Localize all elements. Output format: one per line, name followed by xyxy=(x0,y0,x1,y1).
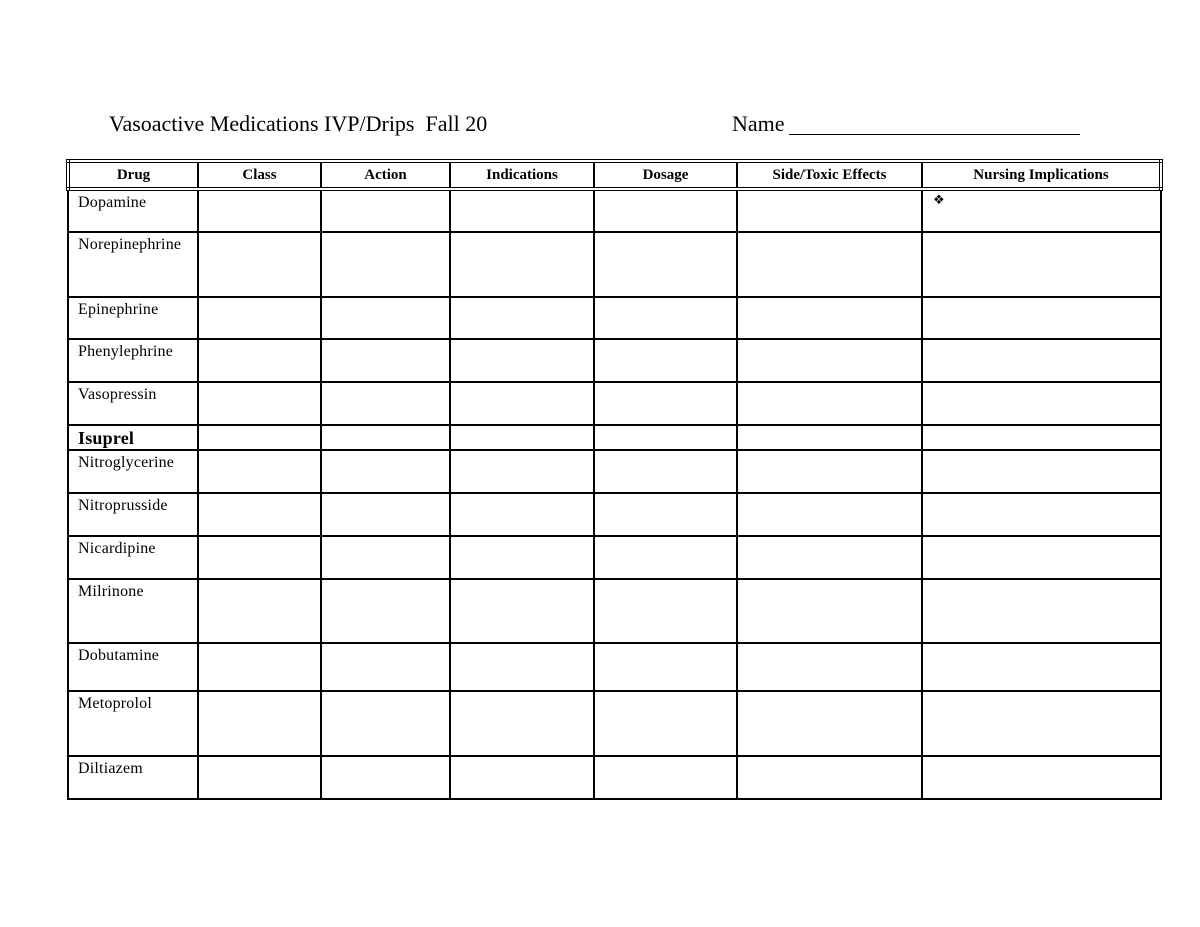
action-cell[interactable] xyxy=(321,297,450,339)
table-row xyxy=(68,643,1161,691)
side-effects-cell[interactable] xyxy=(737,450,922,493)
nursing-implications-cell[interactable] xyxy=(922,425,1161,450)
indications-cell[interactable] xyxy=(450,691,594,756)
dosage-cell[interactable] xyxy=(594,425,737,450)
drug-cell: Epinephrine xyxy=(68,297,198,339)
dosage-cell[interactable] xyxy=(594,382,737,425)
class-cell[interactable] xyxy=(198,382,321,425)
table-row xyxy=(68,297,1161,339)
nursing-implications-cell[interactable] xyxy=(922,382,1161,425)
side-effects-cell[interactable] xyxy=(737,339,922,382)
action-cell[interactable] xyxy=(321,425,450,450)
column-header-drug: Drug xyxy=(68,161,198,189)
dosage-cell[interactable] xyxy=(594,232,737,297)
class-cell[interactable] xyxy=(198,232,321,297)
drug-cell: Dobutamine xyxy=(68,643,198,691)
dosage-cell[interactable] xyxy=(594,756,737,799)
class-cell[interactable] xyxy=(198,297,321,339)
column-header-indications: Indications xyxy=(450,161,594,189)
nursing-implications-cell[interactable] xyxy=(922,297,1161,339)
side-effects-cell[interactable] xyxy=(737,189,922,232)
drug-cell: Isuprel xyxy=(68,425,198,450)
dosage-cell[interactable] xyxy=(594,450,737,493)
class-cell[interactable] xyxy=(198,189,321,232)
drug-cell: Diltiazem xyxy=(68,756,198,799)
drug-cell: Dopamine xyxy=(68,189,198,232)
dosage-cell[interactable] xyxy=(594,691,737,756)
action-cell[interactable] xyxy=(321,382,450,425)
action-cell[interactable] xyxy=(321,536,450,579)
drug-cell: Vasopressin xyxy=(68,382,198,425)
table-row xyxy=(68,579,1161,643)
column-header-class: Class xyxy=(198,161,321,189)
dosage-cell[interactable] xyxy=(594,339,737,382)
drug-cell: Nitroprusside xyxy=(68,493,198,536)
class-cell[interactable] xyxy=(198,579,321,643)
dosage-cell[interactable] xyxy=(594,536,737,579)
indications-cell[interactable] xyxy=(450,450,594,493)
drug-cell: Milrinone xyxy=(68,579,198,643)
dosage-cell[interactable] xyxy=(594,493,737,536)
action-cell[interactable] xyxy=(321,691,450,756)
nursing-implications-cell[interactable] xyxy=(922,232,1161,297)
action-cell[interactable] xyxy=(321,756,450,799)
table-row xyxy=(68,232,1161,297)
action-cell[interactable] xyxy=(321,493,450,536)
column-header-action: Action xyxy=(321,161,450,189)
name-blank-line[interactable] xyxy=(789,134,1080,135)
table-row xyxy=(68,450,1161,493)
nursing-implications-cell[interactable] xyxy=(922,643,1161,691)
drug-cell: Nicardipine xyxy=(68,536,198,579)
class-cell[interactable] xyxy=(198,450,321,493)
indications-cell[interactable] xyxy=(450,232,594,297)
action-cell[interactable] xyxy=(321,579,450,643)
drug-cell: Norepinephrine xyxy=(68,232,198,297)
class-cell[interactable] xyxy=(198,493,321,536)
side-effects-cell[interactable] xyxy=(737,643,922,691)
nursing-implications-cell[interactable] xyxy=(922,339,1161,382)
nursing-implications-cell[interactable] xyxy=(922,189,1161,232)
side-effects-cell[interactable] xyxy=(737,425,922,450)
table-row xyxy=(68,493,1161,536)
table-row xyxy=(68,756,1161,799)
name-label: Name xyxy=(732,111,785,136)
dosage-cell[interactable] xyxy=(594,579,737,643)
indications-cell[interactable] xyxy=(450,382,594,425)
table-row xyxy=(68,382,1161,425)
indications-cell[interactable] xyxy=(450,339,594,382)
indications-cell[interactable] xyxy=(450,297,594,339)
class-cell[interactable] xyxy=(198,756,321,799)
action-cell[interactable] xyxy=(321,339,450,382)
nursing-implications-cell[interactable] xyxy=(922,450,1161,493)
side-effects-cell[interactable] xyxy=(737,493,922,536)
indications-cell[interactable] xyxy=(450,493,594,536)
nursing-implications-cell[interactable] xyxy=(922,536,1161,579)
column-header-side-toxic-effects: Side/Toxic Effects xyxy=(737,161,922,189)
nursing-implications-cell[interactable] xyxy=(922,756,1161,799)
side-effects-cell[interactable] xyxy=(737,536,922,579)
class-cell[interactable] xyxy=(198,691,321,756)
side-effects-cell[interactable] xyxy=(737,691,922,756)
class-cell[interactable] xyxy=(198,536,321,579)
indications-cell[interactable] xyxy=(450,425,594,450)
side-effects-cell[interactable] xyxy=(737,382,922,425)
nursing-implications-cell[interactable] xyxy=(922,691,1161,756)
bullet-icon: ❖ xyxy=(933,192,945,207)
dosage-cell[interactable] xyxy=(594,189,737,232)
indications-cell[interactable] xyxy=(450,643,594,691)
table-row xyxy=(68,691,1161,756)
medications-table xyxy=(66,159,1163,800)
table-row xyxy=(68,189,1161,232)
drug-cell: Metoprolol xyxy=(68,691,198,756)
dosage-cell[interactable] xyxy=(594,643,737,691)
indications-cell[interactable] xyxy=(450,756,594,799)
indications-cell[interactable] xyxy=(450,579,594,643)
action-cell[interactable] xyxy=(321,643,450,691)
side-effects-cell[interactable] xyxy=(737,756,922,799)
table-header-row xyxy=(68,161,1161,189)
column-header-nursing-implications: Nursing Implications xyxy=(922,161,1161,189)
action-cell[interactable] xyxy=(321,232,450,297)
class-cell[interactable] xyxy=(198,339,321,382)
table-row xyxy=(68,425,1161,450)
drug-cell: Nitroglycerine xyxy=(68,450,198,493)
dosage-cell[interactable] xyxy=(594,297,737,339)
column-header-dosage: Dosage xyxy=(594,161,737,189)
indications-cell[interactable] xyxy=(450,189,594,232)
side-effects-cell[interactable] xyxy=(737,297,922,339)
drug-cell: Phenylephrine xyxy=(68,339,198,382)
class-cell[interactable] xyxy=(198,643,321,691)
table-row xyxy=(68,339,1161,382)
side-effects-cell[interactable] xyxy=(737,232,922,297)
nursing-implications-cell[interactable] xyxy=(922,579,1161,643)
action-cell[interactable] xyxy=(321,189,450,232)
indications-cell[interactable] xyxy=(450,536,594,579)
table-row xyxy=(68,536,1161,579)
side-effects-cell[interactable] xyxy=(737,579,922,643)
class-cell[interactable] xyxy=(198,425,321,450)
action-cell[interactable] xyxy=(321,450,450,493)
page-title: Vasoactive Medications IVP/Drips Fall 20 xyxy=(109,111,488,136)
nursing-implications-cell[interactable] xyxy=(922,493,1161,536)
